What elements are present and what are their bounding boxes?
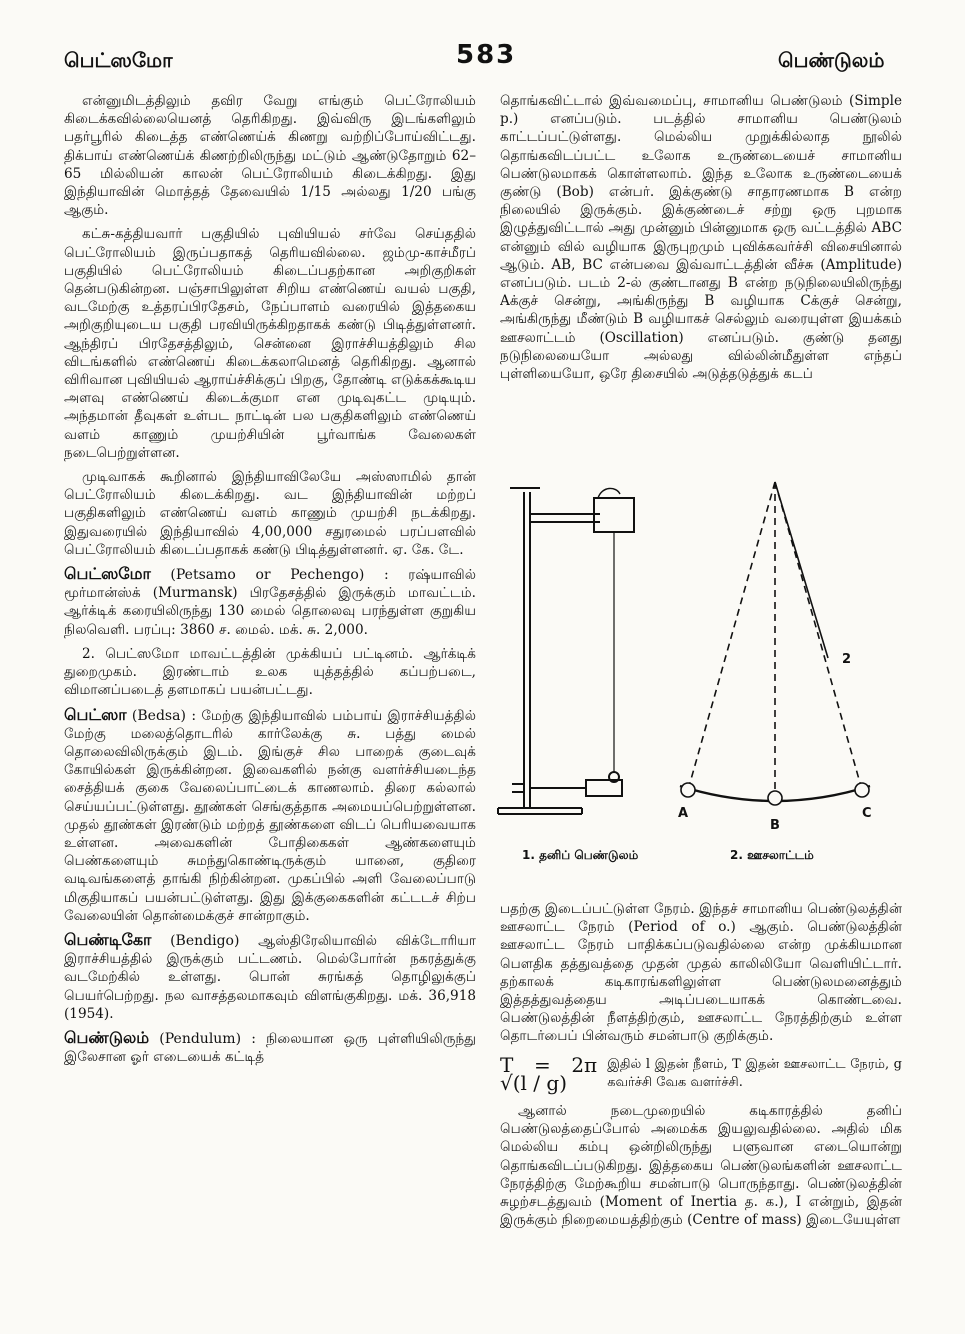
pendulum-figure (490, 468, 910, 888)
entry-latin-name: (Pendulum) : (159, 1030, 257, 1047)
entry-title: பெண்டுலம் (64, 1027, 150, 1047)
formula-explanation: இதில் l இதன் நீளம், T இதன் ஊசலாட்ட நேரம், g கவர்ச்சி வேக வளர்ச்சி. (607, 1056, 902, 1090)
paragraph: பதற்கு இடைப்பட்டுள்ள நேரம். இந்தச் சாமானிய பெண்டுலத்தின் ஊசலாட்ட நேரம் (Period of o.) ஆகும். பெண்டுலத்தின் ஊசலாட்ட நேரம் பாதிக்கப்படுவதில்லை என்ற முக்கியமான பௌதிக தத்துவத்தை முதன் முதல் காலிலியோ வெளியிட்டார். தற்காலக் கடிகாரங்களிலுள்ள பெண்டுலமனைத்தும் இத்தத்துவத்தைய அடிப்படையாகக் கொண்டவை. பெண்டுலத்தின் நீளத்திற்கும், ஊசலாட்ட நேரத்திற்கும் உள்ள தொடர்பைப் பின்வரும் சமன்பாடு குறிக்கும். (500, 901, 902, 1045)
entry-pendulum (64, 1029, 476, 1066)
oscillation-drawing (680, 482, 870, 805)
entry-bedsa (64, 706, 476, 925)
entry-petsamo (64, 565, 476, 639)
header-left-word: பெட்ஸமோ (64, 48, 173, 72)
entry-latin-name: (Bedsa) : (131, 707, 197, 724)
entry-title: பெட்ஸமோ (64, 564, 151, 584)
page-number: 583 (456, 40, 517, 70)
figure-label-2: 2 (842, 652, 852, 667)
period-formula (500, 1052, 902, 1095)
figure-label-c: C (862, 806, 872, 821)
entry-text: நிலையான ஒரு புள்ளியிலிருந்து இலேசான ஓர் எடையைக் கட்டித் (64, 1030, 476, 1066)
paragraph: முடிவாகக் கூறினால் இந்தியாவிலேயே அஸ்ஸாமில் தான் பெட்ரோலியம் கிடைக்கிறது. வட இந்தியாவின் மற்றப் பகுதிகளிலும் எண்ணெய் வளம் காணும் முயற்சி நடக்கிறது. இதுவரையில் இந்தியாவில் 4,00,000 சதுரமைல் பரப்பளவில் பெட்ரோலியம் கிடைப்பதாகக் கண்டு பிடித்துள்ளனர். ஏ. கே. டே. (64, 469, 476, 558)
page-header (0, 40, 965, 80)
entry-title: பெண்டிகோ (64, 929, 152, 949)
paragraph: ஆனால் நடைமுறையில் கடிகாரத்தில் தனிப் பெண்டுலத்தைப்போல் அமைக்க இயலுவதில்லை. அதில் மிக மெல்லிய கம்பு ஒன்றிலிருந்து பளுவான எடையொன்று தொங்கவிடப்படுகிறது. இத்தகைய பெண்டுலங்களின் ஊசலாட்ட நேரத்திற்கு மேற்கூறிய சமன்பாடு பொருந்தாது. பெண்டுலத்தின் சுழற்சடத்துவம் (Moment of Inertia த. க.), I என்றும், இதன் இருக்கும் நிறைமையத்திற்கும் (Centre of mass) இடையேயுள்ள (500, 1103, 902, 1229)
entry-bendigo (64, 931, 476, 1023)
pendulum-illustration (490, 468, 910, 888)
figure-caption-2: 2. ஊசலாட்டம் (730, 848, 814, 862)
paragraph: கட்சு-கத்தியவார் பகுதியில் புவியியல் சர்வே செய்ததில் பெட்ரோலியம் இருப்பதாகத் தெரியவில்லை. ஜம்மு-காச்மீரப் பகுதியில் பெட்ரோலியம் கிடைப்பதற்கான அறிகுறிகள் தென்படுகின்றன. பஞ்சாபிலுள்ள சிறிய எண்ணெய் வயல் பகுதி, வடமேற்கு உத்தரப்பிரதேசம், நேப்பாளம் வரையில் இத்தகைய அறிகுறியுடைய பகுதி பரவியிருக்கிறதாகக் கண்டு பிடித்துள்ளனர். ஆந்திரப் பிரதேசத்திலும், சென்னை இராச்சியத்திலும் சில விடங்களில் எண்ணெய் கிடைக்கலாமெனத் தெரிகிறது. ஆனால் விரிவான புவியியல் ஆராய்ச்சிக்குப் பிறகு, தோண்டி எடுக்கக்கூடிய அளவு எண்ணெய் கிடைக்குமா என முடிவுகட்ட முடியும். அந்தமான் தீவுகள் உள்பட நாட்டின் பல பகுதிகளிலும் எண்ணெய் வளம் காணும் முயற்சியின் பூர்வாங்க வேலைகள் நடைபெற்றுள்ளன. (64, 226, 476, 461)
header-right-word: பெண்டுலம் (778, 48, 885, 72)
paragraph: என்னுமிடத்திலும் தவிர வேறு எங்கும் பெட்ரோலியம் கிடைக்கவில்லையெனத் தெரிகிறது. இவ்விரு இடங்களிலும் பதர்பூரில் கிடைத்த எண்ணெய்க் கிணறு வற்றிப்போய்விட்டது. திக்பாய் எண்ணெய்க் கிணற்றிலிருந்து மட்டும் ஆண்டுதோறும் 62–65 மில்லியன் காலன் பெட்ரோலியம் கிடைக்கிறது. இது இந்தியாவின் மொத்தத் தேவையில் 1/15 அல்லது 1/20 பங்கு ஆகும். (64, 93, 476, 219)
figure-label-a: A (678, 806, 689, 821)
right-column-bottom (500, 900, 902, 1310)
right-column-top (500, 92, 902, 462)
figure-caption-1: 1. தனிப் பெண்டுலம் (522, 848, 639, 862)
entry-latin-name: (Petsamo or Pechengo) : (170, 567, 389, 584)
paragraph: 2. பெட்ஸமோ மாவட்டத்தின் முக்கியப் பட்டினம். ஆர்க்டிக் துறைமுகம். இரண்டாம் உலக யுத்தத்தில் கப்பற்படை, விமானப்படைத் தளமாகப் பயன்பட்டது. (64, 645, 476, 699)
figure-label-b: B (770, 818, 780, 833)
entry-title: பெட்ஸா (64, 704, 127, 724)
formula-expression: T = 2π √(l / g) (500, 1052, 598, 1095)
entry-text: மேற்கு இந்தியாவில் பம்பாய் இராச்சியத்தில் மேற்கு மலைத்தொடரில் கார்லேக்கு சு. பத்து மைல் தொலைவிலிருக்கும் இடம். இங்குச் சில பாறைக் குடைவுக் கோயில்கள் இருக்கின்றன. இவைகளில் நன்கு வளர்ச்சியடைந்த சைத்தியக் குகை வேலைப்பாட்டைக் காணலாம். திரை கல்லால் செய்யப்பட்டுள்ளது. தூண்கள் செங்குத்தாக அமையப்பெற்றுள்ளன. முதல் தூண்கள் இரண்டும் மற்றத் தூண்களை விடப் பெரியவையாக உள்ளன. அவைகளின் போதிகைகள் ஆண்களையும் பெண்களையும் சுமந்துகொண்டிருக்கும் யானை, குதிரை வடிவங்களைத் தாங்கி நிற்கின்றன. முகப்பில் அளி வேலைப்பாடு மிகுதியாகப் பயன்பட்டுள்ளது. இது இக்குகைகளின் கட்டடச் சிற்ப வேலையின் தொன்மைக்குச் சான்றாகும். (64, 707, 476, 924)
entry-text: ஆஸ்திரேலியாவில் விக்டோரியா இராச்சியத்தில் இருக்கும் பட்டணம். மெல்போர்ன் நகரத்துக்கு வடமேற்கில் உள்ளது. பொன் சுரங்கத் தொழிலுக்குப் பெயர்பெற்றது. நல வாசத்தலமாகவும் விளங்குகிறது. மக். 36,918 (1954). (64, 932, 476, 1022)
paragraph: தொங்கவிட்டால் இவ்வமைப்பு, சாமானிய பெண்டுலம் (Simple p.) எனப்படும். படத்தில் சாமானிய பெண்டுலம் காட்டப்பட்டுள்ளது. மெல்லிய முறுக்கில்லாத நூலில் தொங்கவிடப்பட்ட உலோக உருண்டையைச் சாமானிய பெண்டுலமாகக் கொள்ளலாம். இந்த உலோக உருண்டையைக் குண்டு (Bob) என்பர். இக்குண்டு சாதாரணமாக B என்ற நிலையில் இருக்கும். இக்குண்டைச் சற்று ஒரு புறமாக இழுத்துவிட்டால் அது முன்னும் பின்னுமாக ஒரு வட்டத்தில் ABC என்னும் வில் வழியாக இருபுறமும் புவிக்கவர்ச்சி விசையினால் ஆடும். AB, BC என்பவை இவ்வாட்டத்தின் வீச்சு (Amplitude) எனப்படும். படம் 2-ல் குண்டானது B என்ற நடுநிலையிலிருந்து Aக்குச் சென்று, அங்கிருந்து B வழியாக Cக்குச் சென்று, அங்கிருந்து மீண்டும் B வழியாகச் செல்லும் வரையுள்ள இயக்கம் ஊசலாட்டம் (Oscillation) எனப்படும். குண்டு தனது நடுநிலையையோ அல்லது வில்லின்மீதுள்ள எந்தப் புள்ளியையோ, ஒரே திசையில் அடுத்தடுத்துக் கடப் (500, 93, 902, 383)
entry-latin-name: (Bendigo) (170, 932, 240, 949)
entry-text: ரஷ்யாவில் மூர்மான்ஸ்க் (Murmansk) பிரதேசத்தில் இருக்கும் மாவட்டம். ஆர்க்டிக் கரையிலிருந்து 130 மைல் தொலைவு பரந்துள்ள குறுகிய நிலவெளி. பரப்பு: 3860 ச. மைல். மக். சு. 2,000. (64, 567, 476, 638)
left-column (64, 92, 476, 1310)
simple-pendulum-drawing (498, 488, 634, 814)
